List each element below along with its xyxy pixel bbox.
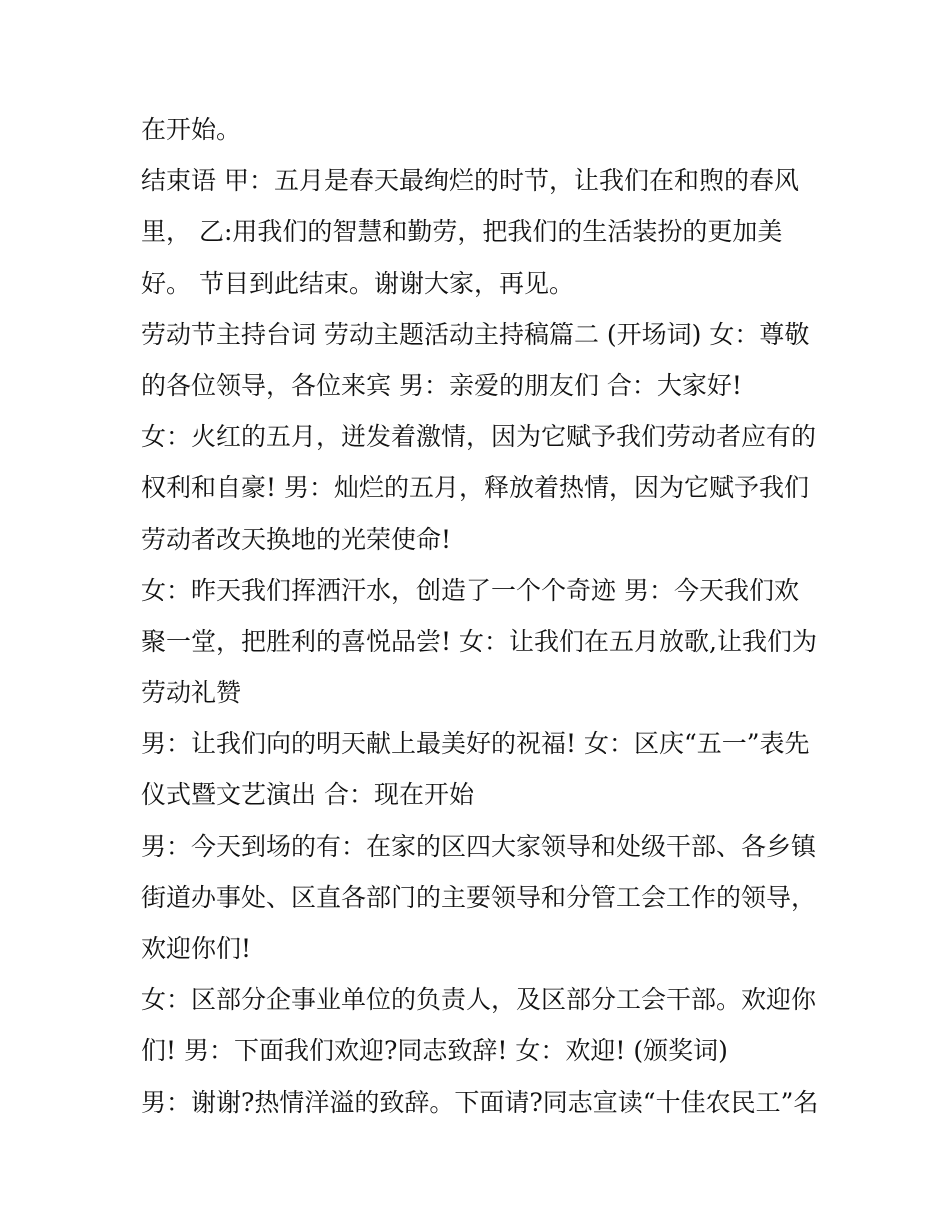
text-line: 权利和自豪! 男：灿烂的五月，释放着热情，因为它赋予我们	[141, 473, 809, 503]
text-line: 女：火红的五月，迸发着激情，因为它赋予我们劳动者应有的	[141, 422, 817, 452]
text-line: 劳动者改天换地的光荣使命!	[141, 524, 452, 554]
text-line: 街道办事处、区直各部门的主要领导和分管工会工作的领导，	[141, 882, 817, 912]
text-line: 们! 男：下面我们欢迎?同志致辞! 女：欢迎! (颁奖词)	[141, 1036, 728, 1066]
text-line: 聚一堂，把胜利的喜悦品尝! 女：让我们在五月放歌,让我们为	[141, 626, 817, 656]
text-line: 女：昨天我们挥洒汗水，创造了一个个奇迹 男：今天我们欢	[141, 575, 799, 605]
text-line: 仪式暨文艺演出 合：现在开始	[141, 780, 474, 810]
text-line: 欢迎你们!	[141, 934, 252, 963]
text-line: 在开始。	[141, 115, 242, 144]
text-line: 男：今天到场的有：在家的区四大家领导和处级干部、各乡镇	[141, 831, 817, 861]
text-line: 女：区部分企事业单位的负责人，及区部分工会干部。欢迎你	[141, 985, 817, 1015]
document-body	[141, 104, 821, 1128]
text-line: 男：谢谢?热情洋溢的致辞。下面请?同志宣读“十佳农民工”名	[141, 1087, 819, 1117]
text-line: 里， 乙:用我们的智慧和勤劳，把我们的生活装扮的更加美	[141, 217, 783, 247]
text-line: 劳动礼赞	[141, 678, 242, 708]
text-line: 的各位领导，各位来宾 男：亲爱的朋友们 合：大家好!	[141, 370, 742, 400]
text-line: 好。 节目到此结束。谢谢大家，再见。	[141, 268, 574, 298]
text-line: 劳动节主持台词 劳动主题活动主持稿篇二 (开场词) 女：尊敬	[141, 319, 810, 349]
text-line: 男：让我们向的明天献上最美好的祝福! 女：区庆“五一”表先	[141, 729, 810, 759]
text-line: 结束语 甲：五月是春天最绚烂的时节，让我们在和煦的春风	[141, 166, 799, 196]
